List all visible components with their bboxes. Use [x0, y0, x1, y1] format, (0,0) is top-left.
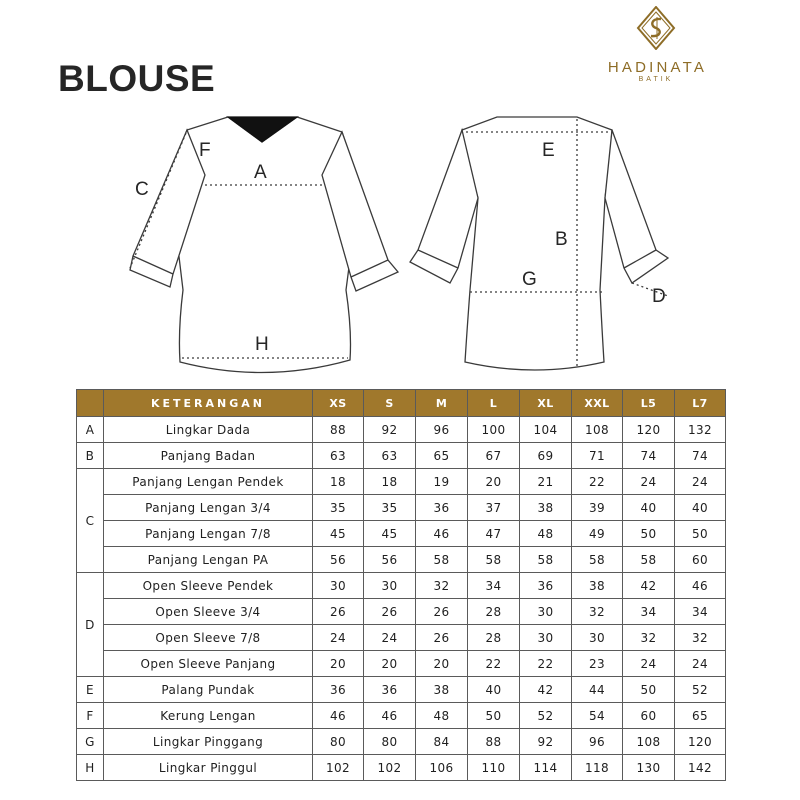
size-value-cell: 54: [572, 703, 623, 729]
page-title: BLOUSE: [58, 58, 216, 99]
header-size-m: M: [416, 390, 468, 417]
size-value-cell: 36: [416, 495, 468, 521]
measurement-code: F: [77, 703, 104, 729]
size-value-cell: 74: [623, 443, 675, 469]
blouse-diagram: [0, 100, 800, 385]
size-value-cell: 63: [364, 443, 416, 469]
diagram-label-f: F: [199, 140, 211, 161]
size-value-cell: 50: [675, 521, 726, 547]
table-row: [77, 443, 726, 469]
size-value-cell: 96: [416, 417, 468, 443]
size-value-cell: 37: [468, 495, 520, 521]
size-value-cell: 30: [313, 573, 364, 599]
size-value-cell: 24: [623, 651, 675, 677]
size-value-cell: 36: [313, 677, 364, 703]
size-value-cell: 19: [416, 469, 468, 495]
measurement-label: Panjang Lengan 3/4: [104, 495, 313, 521]
size-value-cell: 35: [313, 495, 364, 521]
measurement-label: Open Sleeve 3/4: [104, 599, 313, 625]
back-view: [410, 117, 668, 370]
size-value-cell: 40: [623, 495, 675, 521]
size-value-cell: 108: [572, 417, 623, 443]
size-value-cell: 22: [572, 469, 623, 495]
size-value-cell: 38: [416, 677, 468, 703]
size-value-cell: 24: [364, 625, 416, 651]
header-size-xxl: XXL: [572, 390, 623, 417]
size-value-cell: 20: [468, 469, 520, 495]
size-value-cell: 20: [416, 651, 468, 677]
brand-name: HADINATA: [607, 59, 708, 76]
measurement-label: Open Sleeve 7/8: [104, 625, 313, 651]
size-value-cell: 50: [623, 521, 675, 547]
size-value-cell: 26: [416, 599, 468, 625]
table-row: [77, 599, 726, 625]
header-keterangan: KETERANGAN: [104, 390, 313, 417]
size-value-cell: 74: [675, 443, 726, 469]
size-value-cell: 52: [520, 703, 572, 729]
size-value-cell: 45: [364, 521, 416, 547]
table-row: [77, 625, 726, 651]
back-right-sleeve: [605, 130, 668, 283]
size-value-cell: 118: [572, 755, 623, 781]
size-value-cell: 69: [520, 443, 572, 469]
size-value-cell: 39: [572, 495, 623, 521]
size-value-cell: 92: [364, 417, 416, 443]
size-value-cell: 34: [623, 599, 675, 625]
table-row: [77, 573, 726, 599]
size-value-cell: 18: [364, 469, 416, 495]
size-value-cell: 40: [468, 677, 520, 703]
size-value-cell: 20: [364, 651, 416, 677]
size-value-cell: 47: [468, 521, 520, 547]
size-value-cell: 100: [468, 417, 520, 443]
size-value-cell: 46: [313, 703, 364, 729]
measurement-label: Open Sleeve Panjang: [104, 651, 313, 677]
size-value-cell: 50: [468, 703, 520, 729]
measurement-code: H: [77, 755, 104, 781]
size-value-cell: 80: [364, 729, 416, 755]
size-value-cell: 30: [520, 599, 572, 625]
size-value-cell: 38: [572, 573, 623, 599]
size-value-cell: 50: [623, 677, 675, 703]
size-value-cell: 88: [313, 417, 364, 443]
size-value-cell: 58: [623, 547, 675, 573]
size-value-cell: 132: [675, 417, 726, 443]
size-value-cell: 24: [313, 625, 364, 651]
size-value-cell: 142: [675, 755, 726, 781]
measurement-label: Lingkar Pinggul: [104, 755, 313, 781]
size-value-cell: 96: [572, 729, 623, 755]
size-value-cell: 65: [416, 443, 468, 469]
table-row: [77, 677, 726, 703]
size-value-cell: 71: [572, 443, 623, 469]
size-value-cell: 24: [675, 651, 726, 677]
header-size-l5: L5: [623, 390, 675, 417]
diagram-label-h: H: [255, 334, 269, 355]
size-value-cell: 63: [313, 443, 364, 469]
size-value-cell: 26: [313, 599, 364, 625]
size-value-cell: 32: [623, 625, 675, 651]
table-row: [77, 729, 726, 755]
size-value-cell: 120: [623, 417, 675, 443]
size-value-cell: 30: [520, 625, 572, 651]
size-value-cell: 106: [416, 755, 468, 781]
size-value-cell: 58: [572, 547, 623, 573]
diagram-label-b: B: [555, 229, 568, 250]
size-value-cell: 42: [623, 573, 675, 599]
size-value-cell: 48: [416, 703, 468, 729]
measurement-label: Panjang Lengan PA: [104, 547, 313, 573]
size-value-cell: 92: [520, 729, 572, 755]
size-value-cell: 23: [572, 651, 623, 677]
size-value-cell: 20: [313, 651, 364, 677]
measurement-code: E: [77, 677, 104, 703]
size-value-cell: 52: [675, 677, 726, 703]
table-row: [77, 521, 726, 547]
size-value-cell: 58: [520, 547, 572, 573]
size-value-cell: 32: [416, 573, 468, 599]
size-value-cell: 110: [468, 755, 520, 781]
size-value-cell: 22: [468, 651, 520, 677]
size-value-cell: 42: [520, 677, 572, 703]
size-value-cell: 60: [623, 703, 675, 729]
measurement-code: C: [77, 469, 104, 573]
table-row: [77, 755, 726, 781]
size-value-cell: 65: [675, 703, 726, 729]
size-value-cell: 26: [416, 625, 468, 651]
measurement-label: Palang Pundak: [104, 677, 313, 703]
size-value-cell: 38: [520, 495, 572, 521]
measurement-code: G: [77, 729, 104, 755]
size-value-cell: 84: [416, 729, 468, 755]
measurement-label: Open Sleeve Pendek: [104, 573, 313, 599]
table-row: [77, 469, 726, 495]
measurement-label: Lingkar Pinggang: [104, 729, 313, 755]
table-row: [77, 547, 726, 573]
table-row: [77, 703, 726, 729]
measurement-label: Kerung Lengan: [104, 703, 313, 729]
measurement-label: Panjang Badan: [104, 443, 313, 469]
size-value-cell: 120: [675, 729, 726, 755]
brand-subtitle: BATIK: [638, 76, 674, 83]
measurement-label: Lingkar Dada: [104, 417, 313, 443]
size-value-cell: 88: [468, 729, 520, 755]
size-value-cell: 102: [364, 755, 416, 781]
size-value-cell: 49: [572, 521, 623, 547]
size-value-cell: 22: [520, 651, 572, 677]
size-value-cell: 26: [364, 599, 416, 625]
size-value-cell: 36: [520, 573, 572, 599]
size-value-cell: 30: [572, 625, 623, 651]
brand-logo: [594, 6, 718, 86]
size-value-cell: 32: [572, 599, 623, 625]
size-value-cell: 40: [675, 495, 726, 521]
measurement-code: B: [77, 443, 104, 469]
size-chart-table: [76, 389, 726, 781]
size-value-cell: 58: [468, 547, 520, 573]
header-size-l: L: [468, 390, 520, 417]
size-value-cell: 67: [468, 443, 520, 469]
diamond-ss-logo-icon: [636, 6, 676, 50]
back-body-outline: [462, 117, 612, 370]
size-value-cell: 46: [364, 703, 416, 729]
size-value-cell: 24: [623, 469, 675, 495]
header-size-l7: L7: [675, 390, 726, 417]
size-value-cell: 104: [520, 417, 572, 443]
header-code-cell: [77, 390, 104, 417]
size-value-cell: 60: [675, 547, 726, 573]
table-row: [77, 417, 726, 443]
diagram-label-c: C: [135, 179, 149, 200]
measurement-code: D: [77, 573, 104, 677]
table-body: [77, 417, 726, 781]
size-value-cell: 80: [313, 729, 364, 755]
size-value-cell: 28: [468, 599, 520, 625]
size-value-cell: 102: [313, 755, 364, 781]
diagram-label-e: E: [542, 140, 555, 161]
size-value-cell: 24: [675, 469, 726, 495]
size-value-cell: 56: [364, 547, 416, 573]
size-value-cell: 44: [572, 677, 623, 703]
table-header-row: [77, 390, 726, 417]
measurement-label: Panjang Lengan 7/8: [104, 521, 313, 547]
size-value-cell: 114: [520, 755, 572, 781]
diagram-label-d: D: [652, 286, 666, 307]
back-left-sleeve: [410, 130, 478, 283]
size-value-cell: 48: [520, 521, 572, 547]
size-value-cell: 45: [313, 521, 364, 547]
header-size-xs: XS: [313, 390, 364, 417]
table-row: [77, 495, 726, 521]
size-value-cell: 58: [416, 547, 468, 573]
size-value-cell: 32: [675, 625, 726, 651]
size-value-cell: 108: [623, 729, 675, 755]
diagram-label-a: A: [254, 162, 267, 183]
table-row: [77, 651, 726, 677]
size-value-cell: 30: [364, 573, 416, 599]
size-value-cell: 28: [468, 625, 520, 651]
size-value-cell: 46: [675, 573, 726, 599]
size-value-cell: 35: [364, 495, 416, 521]
size-value-cell: 46: [416, 521, 468, 547]
size-value-cell: 21: [520, 469, 572, 495]
header-size-xl: XL: [520, 390, 572, 417]
header-size-s: S: [364, 390, 416, 417]
size-value-cell: 34: [468, 573, 520, 599]
size-value-cell: 18: [313, 469, 364, 495]
measurement-code: A: [77, 417, 104, 443]
size-value-cell: 56: [313, 547, 364, 573]
size-value-cell: 34: [675, 599, 726, 625]
measurement-label: Panjang Lengan Pendek: [104, 469, 313, 495]
size-value-cell: 36: [364, 677, 416, 703]
size-value-cell: 130: [623, 755, 675, 781]
diagram-label-g: G: [522, 269, 537, 290]
